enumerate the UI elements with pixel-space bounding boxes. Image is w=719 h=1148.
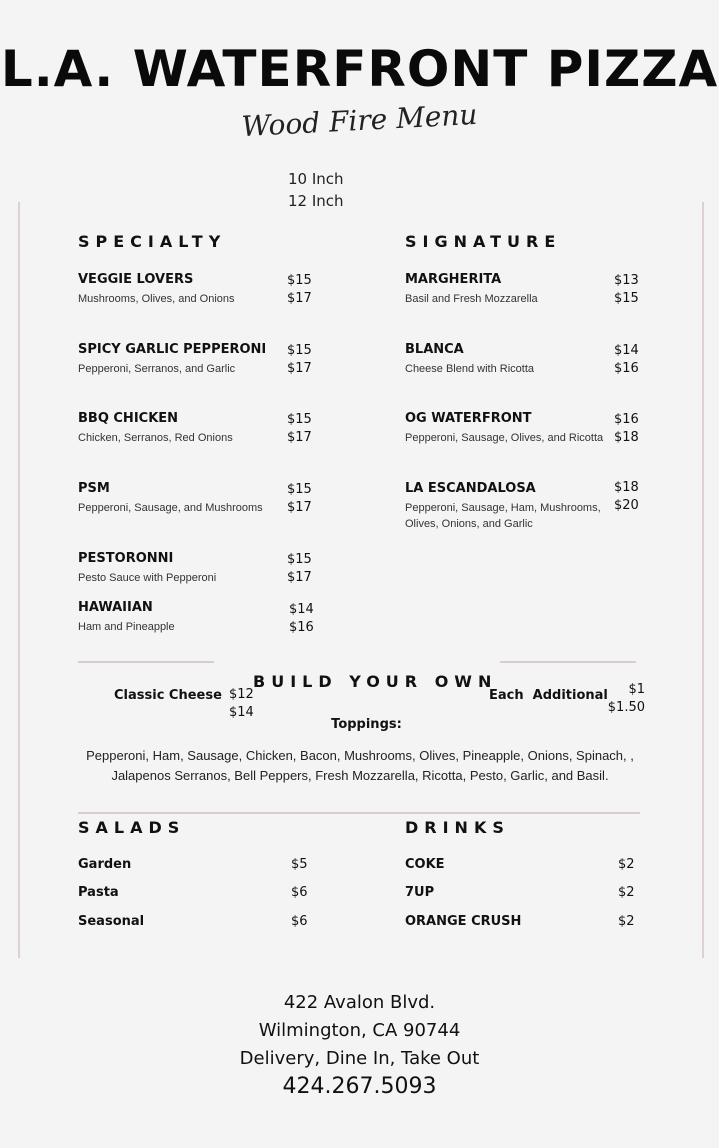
address-line: 422 Avalon Blvd.	[283, 992, 436, 1013]
price-large: $17	[287, 430, 312, 445]
price-large: $16	[289, 620, 314, 635]
drink-name: COKE	[405, 857, 445, 872]
menu-item	[405, 342, 534, 377]
menu-item	[78, 342, 266, 377]
item-name: LA ESCANDALOSA	[405, 481, 536, 496]
size-small-label: 10 Inch	[288, 170, 344, 188]
divider-right	[500, 661, 636, 663]
signature-heading: SIGNATURE	[405, 232, 562, 251]
price-small: $18	[614, 480, 639, 495]
price-large: $1.50	[607, 700, 645, 715]
price-large: $17	[287, 361, 312, 376]
specialty-heading: SPECIALTY	[78, 232, 227, 251]
price-small: $15	[287, 552, 312, 567]
item-prices	[287, 481, 312, 517]
city-line: Wilmington, CA 90744	[258, 1020, 461, 1041]
item-name: PESTORONNI	[78, 551, 174, 566]
menu-item	[405, 481, 601, 532]
drink-name: 7UP	[405, 885, 435, 900]
drink-price: $2	[618, 914, 635, 929]
item-prices	[287, 551, 312, 587]
price-large: $14	[229, 705, 254, 720]
item-name: HAWAIIAN	[78, 600, 153, 615]
left-border-line	[18, 202, 20, 958]
salad-price: $6	[291, 885, 308, 900]
item-name: SPICY GARLIC PEPPERONI	[78, 342, 267, 357]
item-description: Ham and Pineapple	[78, 621, 175, 633]
price-large: $18	[614, 430, 639, 445]
toppings-label: Toppings:	[331, 717, 402, 732]
price-small: $14	[289, 602, 314, 617]
item-description: Pesto Sauce with Pepperoni	[78, 572, 217, 584]
price-large: $20	[614, 498, 639, 513]
item-prices	[289, 601, 314, 637]
size-legend	[288, 168, 344, 212]
menu-item	[78, 272, 235, 307]
price-small: $13	[614, 273, 639, 288]
item-description: Basil and Fresh Mozzarella	[405, 293, 538, 305]
item-description: Pepperoni, Serranos, and Garlic	[78, 363, 236, 375]
phone-number: 424.267.5093	[282, 1074, 437, 1099]
item-name: BLANCA	[405, 342, 464, 357]
price-large: $15	[614, 291, 639, 306]
item-name: BBQ CHICKEN	[78, 411, 179, 426]
price-large: $17	[287, 500, 312, 515]
item-description: Mushrooms, Olives, and Onions	[78, 293, 235, 305]
price-small: $15	[287, 273, 312, 288]
menu-item	[78, 411, 233, 446]
size-large-label: 12 Inch	[288, 192, 344, 210]
item-description: Pepperoni, Sausage, Ham, Mushrooms,	[405, 502, 601, 514]
item-prices	[614, 479, 639, 515]
price-large: $17	[287, 570, 312, 585]
additional-prices	[605, 681, 645, 717]
salad-name: Seasonal	[78, 914, 145, 929]
item-prices	[287, 272, 312, 308]
divider-full	[78, 812, 640, 814]
price-small: $15	[287, 343, 312, 358]
item-description: Chicken, Serranos, Red Onions	[78, 432, 233, 444]
drinks-heading: DRINKS	[405, 818, 510, 837]
price-small: $15	[287, 482, 312, 497]
item-prices	[614, 272, 639, 308]
toppings-line: Pepperoni, Ham, Sausage, Chicken, Bacon, Mushrooms, Olives, Pineapple, Onions, Spinach, ,	[86, 748, 634, 763]
price-small: $12	[229, 687, 254, 702]
price-small: $15	[287, 412, 312, 427]
restaurant-title: L.A. WATERFRONT PIZZA	[0, 40, 719, 98]
services-line: Delivery, Dine In, Take Out	[239, 1048, 480, 1069]
classic-cheese-label: Classic Cheese	[114, 688, 222, 703]
salad-name: Pasta	[78, 885, 119, 900]
drink-price: $2	[618, 857, 635, 872]
item-description: Cheese Blend with Ricotta	[405, 363, 535, 375]
item-prices	[287, 411, 312, 447]
price-large: $16	[614, 361, 639, 376]
item-description-cont: Olives, Onions, and Garlic	[405, 518, 533, 530]
salad-price: $6	[291, 914, 308, 929]
price-small: $16	[614, 412, 639, 427]
item-description: Pepperoni, Sausage, and Mushrooms	[78, 502, 263, 514]
item-name: PSM	[78, 481, 110, 496]
toppings-line: Jalapenos Serranos, Bell Peppers, Fresh Mozzarella, Ricotta, Pesto, Garlic, and Basil.	[111, 768, 609, 783]
drink-price: $2	[618, 885, 635, 900]
divider-left	[78, 661, 214, 663]
salad-price: $5	[291, 857, 308, 872]
salad-name: Garden	[78, 857, 132, 872]
item-name: MARGHERITA	[405, 272, 502, 287]
drink-name: ORANGE CRUSH	[405, 914, 522, 929]
menu-item	[78, 551, 216, 586]
build-your-own-heading: BUILD YOUR OWN	[253, 672, 498, 691]
item-prices	[614, 342, 639, 378]
price-small: $1	[628, 682, 645, 697]
salads-heading: SALADS	[78, 818, 186, 837]
menu-item	[405, 411, 603, 446]
menu-item	[405, 272, 538, 307]
price-large: $17	[287, 291, 312, 306]
item-name: VEGGIE LOVERS	[78, 272, 194, 287]
item-prices	[614, 411, 639, 447]
menu-item	[78, 600, 175, 635]
price-small: $14	[614, 343, 639, 358]
menu-item	[78, 481, 263, 516]
item-name: OG WATERFRONT	[405, 411, 532, 426]
each-additional-label: Each Additional	[489, 688, 608, 703]
toppings-list	[60, 746, 660, 786]
right-border-line	[702, 202, 704, 958]
item-prices	[287, 342, 312, 378]
menu-subtitle: Wood Fire Menu	[240, 97, 479, 144]
item-description: Pepperoni, Sausage, Olives, and Ricotta	[405, 432, 604, 444]
